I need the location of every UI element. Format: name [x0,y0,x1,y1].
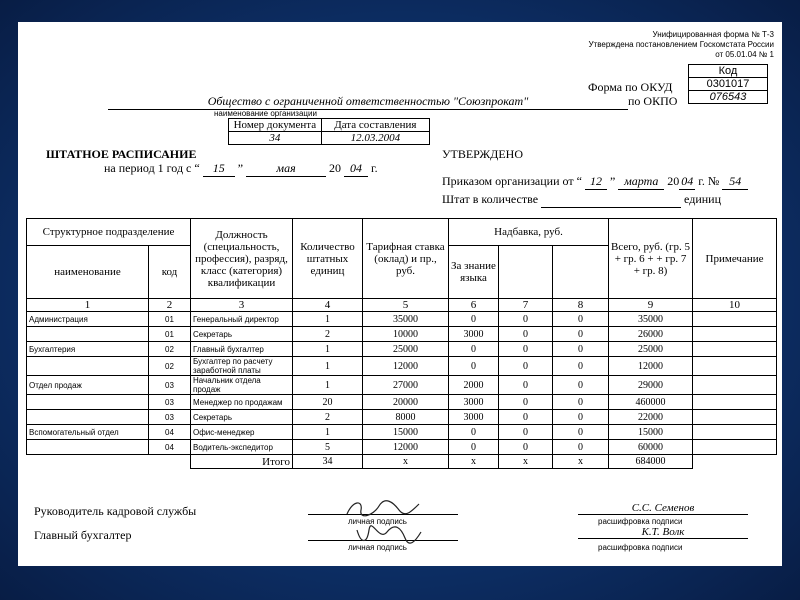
acc-name: К.Т. Волк [578,526,748,539]
approved-title: УТВЕРЖДЕНО [442,147,524,161]
staff-line [442,192,721,208]
total-cell: 12000 [609,357,693,376]
total-cell: 25000 [609,342,693,357]
okpo-value: 076543 [689,91,768,104]
bonus2-cell: 0 [499,357,553,376]
bonus3-cell: 0 [553,342,609,357]
dept-cell [27,327,149,342]
approved-date-label: от 05.01.04 № 1 [715,50,774,59]
bonus3-cell: 0 [553,440,609,455]
dept-cell: Бухгалтерия [27,342,149,357]
total-b2-x: x [499,455,553,469]
code-cell: 01 [149,312,191,327]
staffing-document [18,22,782,566]
bonus2-cell: 0 [499,342,553,357]
rate-cell: 35000 [363,312,449,327]
bonus1-cell: 2000 [449,376,499,395]
bonus3-cell: 0 [553,410,609,425]
order-day: 12 [585,174,607,190]
total-b3-x: x [553,455,609,469]
rate-cell: 25000 [363,342,449,357]
rate-cell: 8000 [363,410,449,425]
total-rate-x: x [363,455,449,469]
document-title: ШТАТНОЕ РАСПИСАНИЕ [46,147,197,161]
okpo-label: по ОКПО [628,94,678,108]
approved-by-label: Утверждена постановлением Госкомстата России [588,40,774,49]
bonus3-cell: 0 [553,376,609,395]
count-cell: 1 [293,425,363,440]
count-cell: 2 [293,327,363,342]
dept-cell [27,410,149,425]
staff-count-blank [541,192,681,208]
period-line: на период 1 год с “ 15 ” мая 20 04 г. [104,161,378,175]
rate-cell: 20000 [363,395,449,410]
header-bonus-2 [499,246,553,299]
total-cell: 60000 [609,440,693,455]
total-cell: 22000 [609,410,693,425]
table-row [27,425,777,440]
code-cell: 01 [149,327,191,342]
header-note: Примечание [693,219,777,299]
header-dept-code: код [149,246,191,299]
table-row [27,357,777,376]
order-number: 54 [722,174,748,190]
table-row [27,327,777,342]
note-cell [693,312,777,327]
note-cell [693,395,777,410]
rate-cell: 12000 [363,357,449,376]
colnum: 4 [293,299,363,312]
bonus2-cell: 0 [499,376,553,395]
total-cell: 460000 [609,395,693,410]
doc-date-value: 12.03.2004 [321,132,429,145]
bonus3-cell: 0 [553,327,609,342]
bonus2-cell: 0 [499,312,553,327]
bonus1-cell: 3000 [449,327,499,342]
doc-number-header: Номер документа [229,119,322,132]
bonus2-cell: 0 [499,425,553,440]
code-cell: 03 [149,395,191,410]
count-cell: 1 [293,312,363,327]
header-total: Всего, руб. (гр. 5 + гр. 6 + + гр. 7 + гр. 8) [609,219,693,299]
staffing-table [26,218,777,469]
period-prefix: на период 1 год с [104,161,192,175]
period-month: мая [246,161,326,177]
count-cell: 2 [293,410,363,425]
order-month: марта [618,174,664,190]
org-caption: наименование организации [214,109,317,118]
rate-cell: 10000 [363,327,449,342]
note-cell [693,410,777,425]
header-struct-unit: Структурное подразделение [27,219,191,246]
position-cell: Менеджер по продажам [191,395,293,410]
bonus1-cell: 0 [449,312,499,327]
hr-sign-caption: личная подпись [348,517,407,526]
position-cell: Секретарь [191,410,293,425]
bonus2-cell: 0 [499,327,553,342]
colnum: 3 [191,299,293,312]
staff-unit: единиц [684,192,722,206]
colnum: 10 [693,299,777,312]
table-row [27,376,777,395]
code-cell: 04 [149,440,191,455]
header-bonus-language: За знание языка [449,246,499,299]
total-note-spacer [693,455,777,469]
total-cell: 35000 [609,312,693,327]
note-cell [693,440,777,455]
position-cell: Офис-менеджер [191,425,293,440]
bonus2-cell: 0 [499,395,553,410]
position-cell: Секретарь [191,327,293,342]
position-cell: Бухгалтер по расчету заработной платы [191,357,293,376]
hr-decode-caption: расшифровка подписи [598,517,683,526]
staff-label: Штат в количестве [442,192,539,206]
position-cell: Генеральный директор [191,312,293,327]
colnum: 8 [553,299,609,312]
acc-decode-caption: расшифровка подписи [598,543,683,552]
rate-cell: 27000 [363,376,449,395]
total-cell: 26000 [609,327,693,342]
note-cell [693,327,777,342]
okud-label: Форма по ОКУД [588,80,673,94]
position-cell: Главный бухгалтер [191,342,293,357]
colnum: 9 [609,299,693,312]
count-cell: 1 [293,357,363,376]
bonus3-cell: 0 [553,425,609,440]
table-row [27,395,777,410]
note-cell [693,357,777,376]
unified-form-label: Унифицированная форма № Т-3 [652,30,774,39]
rate-cell: 15000 [363,425,449,440]
hr-name: С.С. Семенов [578,502,748,515]
code-cell: 04 [149,425,191,440]
dept-cell [27,357,149,376]
bonus1-cell: 0 [449,357,499,376]
header-position: Должность (специальность, профессия), разряд, класс (категория) квалификации [191,219,293,299]
table-row [27,440,777,455]
count-cell: 1 [293,342,363,357]
order-num-label: г. № [698,174,720,188]
note-cell [693,425,777,440]
total-cell: 29000 [609,376,693,395]
codes-table [688,64,768,104]
hr-head-label: Руководитель кадровой службы [34,504,197,518]
dept-cell [27,440,149,455]
header-count: Количество штатных единиц [293,219,363,299]
org-name: Общество с ограниченной ответственностью "Союзпрокат" [108,94,628,110]
period-year: 04 [344,161,368,177]
colnum: 6 [449,299,499,312]
dept-cell: Отдел продаж [27,376,149,395]
bonus3-cell: 0 [553,312,609,327]
period-year-suffix: г. [371,161,378,175]
doc-number-table [228,118,430,145]
bonus2-cell: 0 [499,410,553,425]
bonus1-cell: 0 [449,342,499,357]
table-row [27,410,777,425]
table-row [27,312,777,327]
position-cell: Водитель-экспедитор [191,440,293,455]
bonus1-cell: 3000 [449,395,499,410]
table-row [27,342,777,357]
acc-sign-caption: личная подпись [348,543,407,552]
colnum: 5 [363,299,449,312]
bonus1-cell: 0 [449,425,499,440]
note-cell [693,342,777,357]
bonus3-cell: 0 [553,395,609,410]
bonus2-cell: 0 [499,440,553,455]
count-cell: 20 [293,395,363,410]
total-b1-x: x [449,455,499,469]
header-bonus-3 [553,246,609,299]
order-line: Приказом организации от “ 12 ” марта 20 04 г. № 54 [442,174,748,190]
code-cell: 02 [149,342,191,357]
colnum: 2 [149,299,191,312]
dept-cell: Вспомогательный отдел [27,425,149,440]
header-dept-name: наименование [27,246,149,299]
doc-date-header: Дата составления [321,119,429,132]
colnum: 1 [27,299,149,312]
bonus1-cell: 0 [449,440,499,455]
count-cell: 1 [293,376,363,395]
bonus3-cell: 0 [553,357,609,376]
rate-cell: 12000 [363,440,449,455]
code-cell: 03 [149,376,191,395]
note-cell [693,376,777,395]
code-cell: 03 [149,410,191,425]
accountant-label: Главный бухгалтер [34,528,132,542]
code-cell: 02 [149,357,191,376]
colnum: 7 [499,299,553,312]
count-cell: 5 [293,440,363,455]
doc-number-value: 34 [229,132,322,145]
total-label: Итого [191,455,293,469]
header-bonus: Надбавка, руб. [449,219,609,246]
code-header: Код [689,65,768,78]
period-year-prefix: 20 [329,161,342,175]
period-day: 15 [203,161,235,177]
dept-cell [27,395,149,410]
dept-cell: Администрация [27,312,149,327]
total-cell: 15000 [609,425,693,440]
order-year: 04 [681,174,694,188]
okud-value: 0301017 [689,78,768,91]
total-spacer [27,455,191,469]
total-count: 34 [293,455,363,469]
order-label: Приказом организации от [442,174,574,188]
total-sum: 684000 [609,455,693,469]
order-year-prefix: 20 [667,174,680,188]
position-cell: Начальник отдела продаж [191,376,293,395]
bonus1-cell: 3000 [449,410,499,425]
header-rate: Тарифная ставка (оклад) и пр., руб. [363,219,449,299]
